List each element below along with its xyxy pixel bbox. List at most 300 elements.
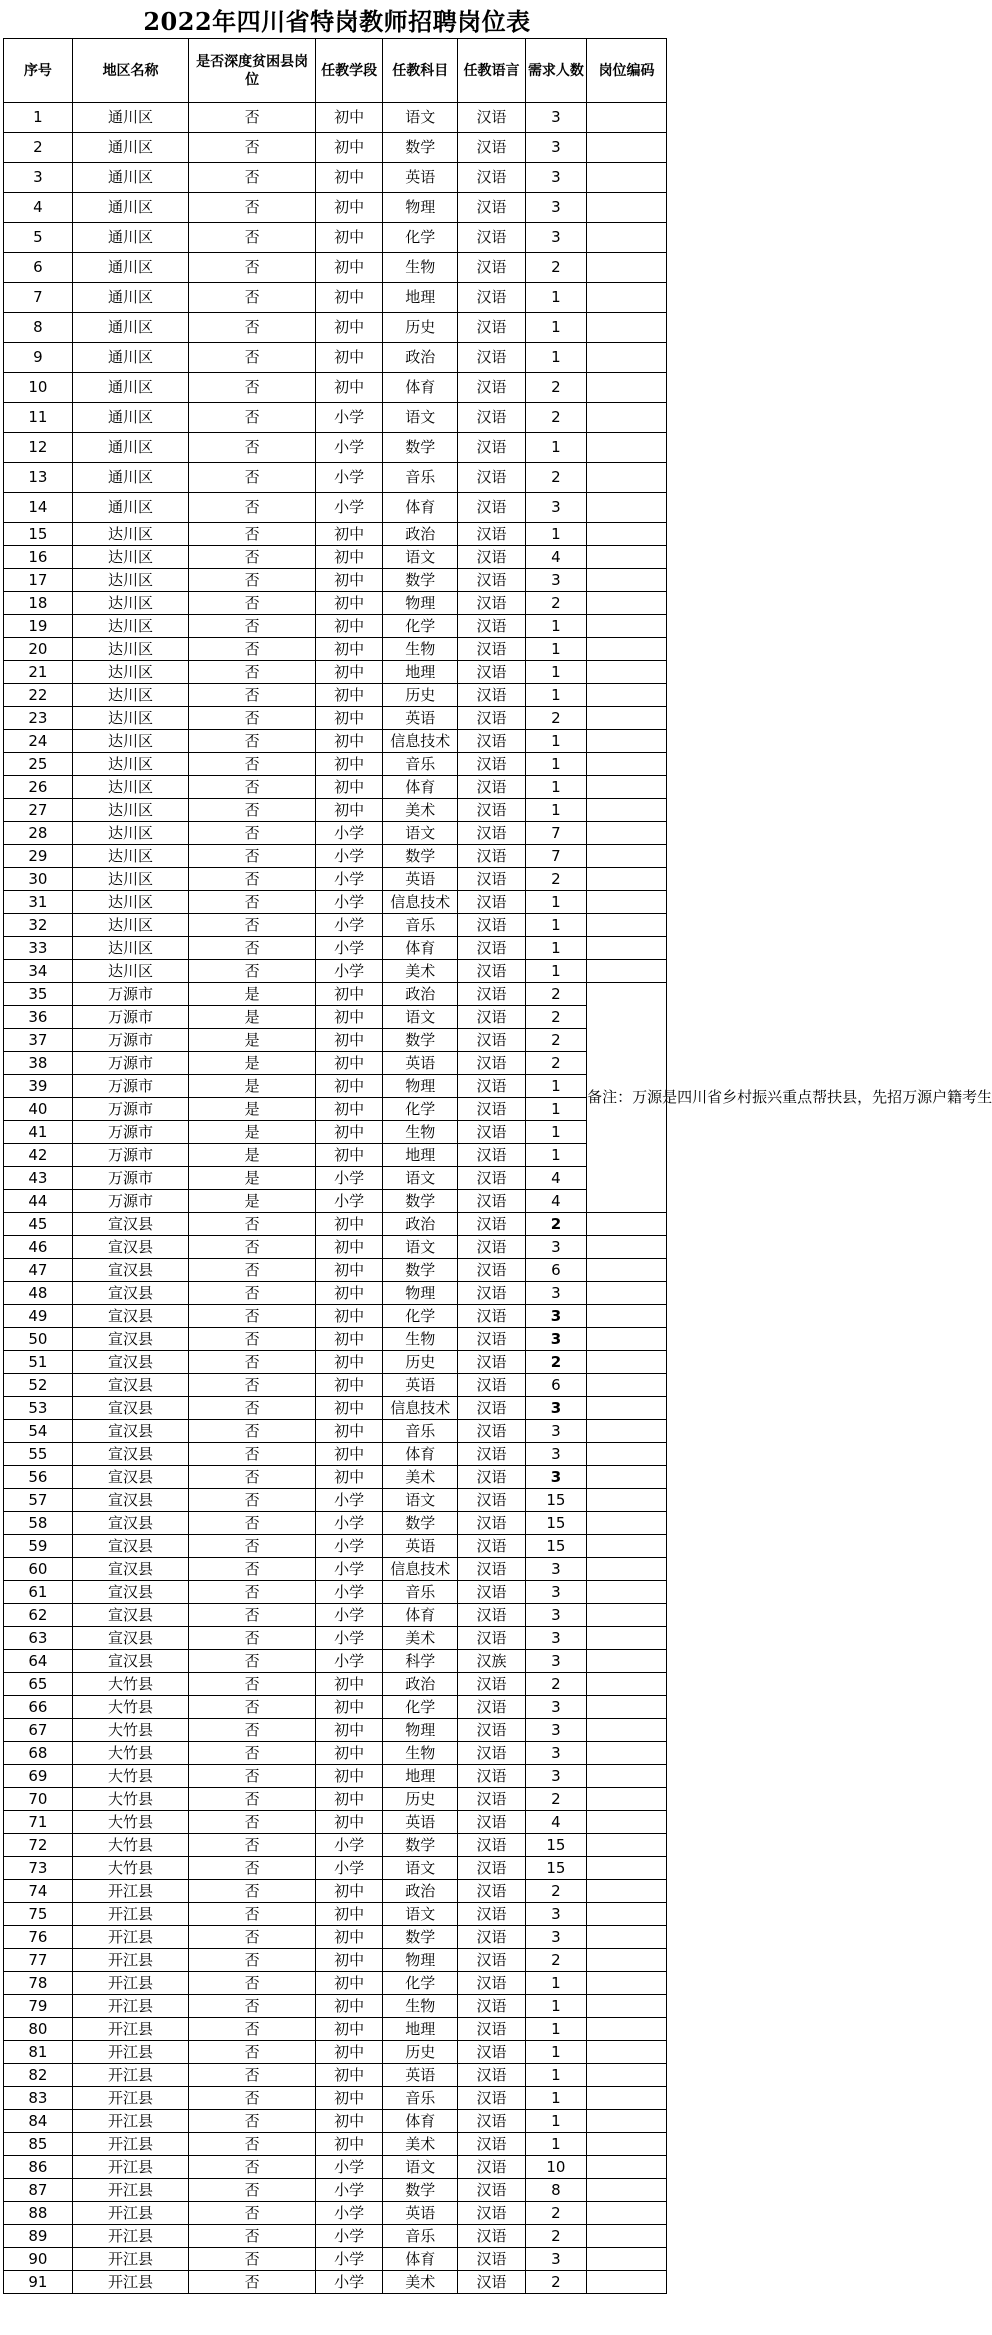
stage-cell: 初中	[315, 1880, 383, 1903]
poverty-cell: 否	[189, 1581, 315, 1604]
poverty-cell: 否	[189, 1765, 315, 1788]
count-cell: 1	[525, 2133, 586, 2156]
stage-cell: 初中	[315, 2041, 383, 2064]
code-cell	[587, 343, 667, 373]
language-cell: 汉语	[458, 822, 526, 845]
code-cell	[587, 1489, 667, 1512]
code-cell	[587, 1811, 667, 1834]
stage-cell: 初中	[315, 223, 383, 253]
poverty-cell: 否	[189, 845, 315, 868]
count-cell: 1	[525, 730, 586, 753]
region-cell: 宣汉县	[72, 1305, 189, 1328]
table-row	[4, 133, 667, 163]
serial-cell: 81	[4, 2041, 73, 2064]
stage-cell: 初中	[315, 283, 383, 313]
region-cell: 大竹县	[72, 1834, 189, 1857]
table-row	[4, 2064, 667, 2087]
subject-cell: 化学	[383, 223, 458, 253]
serial-cell: 31	[4, 891, 73, 914]
serial-cell: 15	[4, 523, 73, 546]
stage-cell: 小学	[315, 868, 383, 891]
stage-cell: 初中	[315, 1351, 383, 1374]
code-cell	[587, 463, 667, 493]
serial-cell: 1	[4, 103, 73, 133]
language-cell: 汉语	[458, 1696, 526, 1719]
subject-cell: 物理	[383, 592, 458, 615]
stage-cell: 初中	[315, 343, 383, 373]
region-cell: 宣汉县	[72, 1443, 189, 1466]
region-cell: 宣汉县	[72, 1558, 189, 1581]
language-cell: 汉语	[458, 1558, 526, 1581]
serial-cell: 72	[4, 1834, 73, 1857]
table-row	[4, 1006, 667, 1029]
subject-cell: 体育	[383, 373, 458, 403]
language-cell: 汉语	[458, 707, 526, 730]
stage-cell: 小学	[315, 2271, 383, 2294]
stage-cell: 初中	[315, 546, 383, 569]
subject-cell: 物理	[383, 1719, 458, 1742]
code-cell	[587, 1374, 667, 1397]
region-cell: 开江县	[72, 2156, 189, 2179]
count-cell: 2	[525, 1880, 586, 1903]
subject-cell: 数学	[383, 2179, 458, 2202]
subject-cell: 地理	[383, 1144, 458, 1167]
poverty-cell: 否	[189, 822, 315, 845]
region-cell: 开江县	[72, 2271, 189, 2294]
serial-cell: 77	[4, 1949, 73, 1972]
language-cell: 汉语	[458, 1926, 526, 1949]
header-serial: 序号	[4, 39, 73, 103]
poverty-cell: 否	[189, 592, 315, 615]
region-cell: 开江县	[72, 1972, 189, 1995]
code-cell	[587, 546, 667, 569]
code-cell	[587, 2225, 667, 2248]
code-cell	[587, 133, 667, 163]
stage-cell: 初中	[315, 1949, 383, 1972]
poverty-cell: 否	[189, 1604, 315, 1627]
region-cell: 宣汉县	[72, 1397, 189, 1420]
table-row	[4, 1213, 667, 1236]
language-cell: 汉语	[458, 684, 526, 707]
poverty-cell: 否	[189, 1397, 315, 1420]
poverty-cell: 否	[189, 776, 315, 799]
poverty-cell: 否	[189, 2041, 315, 2064]
stage-cell: 初中	[315, 661, 383, 684]
stage-cell: 初中	[315, 1443, 383, 1466]
stage-cell: 初中	[315, 615, 383, 638]
poverty-cell: 否	[189, 546, 315, 569]
code-cell	[587, 1466, 667, 1489]
code-cell	[587, 730, 667, 753]
language-cell: 汉语	[458, 1374, 526, 1397]
subject-cell: 音乐	[383, 463, 458, 493]
stage-cell: 初中	[315, 1673, 383, 1696]
stage-cell: 小学	[315, 1627, 383, 1650]
serial-cell: 88	[4, 2202, 73, 2225]
stage-cell: 小学	[315, 493, 383, 523]
serial-cell: 58	[4, 1512, 73, 1535]
stage-cell: 初中	[315, 253, 383, 283]
code-cell	[587, 2133, 667, 2156]
stage-cell: 小学	[315, 1512, 383, 1535]
subject-cell: 历史	[383, 313, 458, 343]
subject-cell: 美术	[383, 1466, 458, 1489]
subject-cell: 数学	[383, 1834, 458, 1857]
poverty-cell: 否	[189, 373, 315, 403]
code-cell	[587, 403, 667, 433]
region-cell: 达川区	[72, 845, 189, 868]
count-cell: 1	[525, 2064, 586, 2087]
subject-cell: 信息技术	[383, 891, 458, 914]
code-cell	[587, 1926, 667, 1949]
poverty-cell: 是	[189, 983, 315, 1006]
table-row	[4, 1029, 667, 1052]
serial-cell: 57	[4, 1489, 73, 1512]
serial-cell: 85	[4, 2133, 73, 2156]
header-poverty: 是否深度贫困县岗位	[189, 39, 315, 103]
table-row	[4, 1190, 667, 1213]
table-row	[4, 983, 667, 1006]
count-cell: 8	[525, 2179, 586, 2202]
subject-cell: 数学	[383, 1029, 458, 1052]
table-row	[4, 592, 667, 615]
region-cell: 开江县	[72, 2248, 189, 2271]
region-cell: 宣汉县	[72, 1420, 189, 1443]
table-row	[4, 283, 667, 313]
poverty-cell: 否	[189, 1236, 315, 1259]
page-title: 2022年四川省特岗教师招聘岗位表	[143, 6, 531, 36]
subject-cell: 数学	[383, 569, 458, 592]
subject-cell: 英语	[383, 1374, 458, 1397]
serial-cell: 65	[4, 1673, 73, 1696]
table-row	[4, 546, 667, 569]
subject-cell: 生物	[383, 1328, 458, 1351]
code-cell	[587, 1328, 667, 1351]
stage-cell: 小学	[315, 891, 383, 914]
code-cell	[587, 1627, 667, 1650]
serial-cell: 52	[4, 1374, 73, 1397]
stage-cell: 小学	[315, 1167, 383, 1190]
code-cell	[587, 1949, 667, 1972]
table-row	[4, 1466, 667, 1489]
region-cell: 万源市	[72, 1075, 189, 1098]
language-cell: 汉语	[458, 2156, 526, 2179]
code-cell	[587, 684, 667, 707]
count-cell: 2	[525, 1351, 586, 1374]
count-cell: 2	[525, 1029, 586, 1052]
count-cell: 1	[525, 1144, 586, 1167]
serial-cell: 91	[4, 2271, 73, 2294]
subject-cell: 美术	[383, 2133, 458, 2156]
table-row	[4, 707, 667, 730]
region-cell: 通川区	[72, 373, 189, 403]
subject-cell: 物理	[383, 193, 458, 223]
poverty-cell: 否	[189, 661, 315, 684]
serial-cell: 20	[4, 638, 73, 661]
table-row	[4, 822, 667, 845]
count-cell: 3	[525, 1926, 586, 1949]
table-row	[4, 253, 667, 283]
serial-cell: 51	[4, 1351, 73, 1374]
code-cell	[587, 253, 667, 283]
language-cell: 汉语	[458, 1466, 526, 1489]
poverty-cell: 否	[189, 523, 315, 546]
code-cell	[587, 1604, 667, 1627]
table-row	[4, 343, 667, 373]
region-cell: 通川区	[72, 133, 189, 163]
language-cell: 汉语	[458, 546, 526, 569]
count-cell: 1	[525, 615, 586, 638]
stage-cell: 初中	[315, 2110, 383, 2133]
region-cell: 万源市	[72, 1098, 189, 1121]
count-cell: 2	[525, 868, 586, 891]
poverty-cell: 否	[189, 891, 315, 914]
subject-cell: 生物	[383, 253, 458, 283]
language-cell: 汉语	[458, 493, 526, 523]
stage-cell: 初中	[315, 523, 383, 546]
serial-cell: 60	[4, 1558, 73, 1581]
stage-cell: 初中	[315, 1374, 383, 1397]
code-cell	[587, 638, 667, 661]
serial-cell: 59	[4, 1535, 73, 1558]
region-cell: 万源市	[72, 1190, 189, 1213]
language-cell: 汉语	[458, 845, 526, 868]
language-cell: 汉语	[458, 1535, 526, 1558]
poverty-cell: 否	[189, 103, 315, 133]
poverty-cell: 是	[189, 1006, 315, 1029]
count-cell: 2	[525, 592, 586, 615]
count-cell: 1	[525, 891, 586, 914]
region-cell: 开江县	[72, 1903, 189, 1926]
poverty-cell: 否	[189, 1742, 315, 1765]
header-subject: 任教科目	[383, 39, 458, 103]
table-row	[4, 1236, 667, 1259]
subject-cell: 物理	[383, 1282, 458, 1305]
subject-cell: 语文	[383, 1167, 458, 1190]
count-cell: 7	[525, 822, 586, 845]
table-row	[4, 2248, 667, 2271]
language-cell: 汉语	[458, 661, 526, 684]
count-cell: 3	[525, 223, 586, 253]
serial-cell: 80	[4, 2018, 73, 2041]
poverty-cell: 否	[189, 2064, 315, 2087]
table-row	[4, 1121, 667, 1144]
poverty-cell: 否	[189, 1213, 315, 1236]
region-cell: 万源市	[72, 1006, 189, 1029]
table-row	[4, 2018, 667, 2041]
region-cell: 通川区	[72, 403, 189, 433]
serial-cell: 4	[4, 193, 73, 223]
language-cell: 汉语	[458, 463, 526, 493]
language-cell: 汉语	[458, 1972, 526, 1995]
poverty-cell: 否	[189, 1535, 315, 1558]
stage-cell: 小学	[315, 937, 383, 960]
serial-cell: 70	[4, 1788, 73, 1811]
count-cell: 1	[525, 1075, 586, 1098]
poverty-cell: 否	[189, 1696, 315, 1719]
table-row	[4, 1512, 667, 1535]
region-cell: 开江县	[72, 2087, 189, 2110]
serial-cell: 50	[4, 1328, 73, 1351]
subject-cell: 历史	[383, 1351, 458, 1374]
table-row	[4, 1558, 667, 1581]
stage-cell: 初中	[315, 163, 383, 193]
count-cell: 2	[525, 2225, 586, 2248]
serial-cell: 78	[4, 1972, 73, 1995]
region-cell: 宣汉县	[72, 1374, 189, 1397]
serial-cell: 30	[4, 868, 73, 891]
code-cell	[587, 1259, 667, 1282]
region-cell: 达川区	[72, 615, 189, 638]
count-cell: 3	[525, 1903, 586, 1926]
code-cell	[587, 822, 667, 845]
language-cell: 汉语	[458, 103, 526, 133]
language-cell: 汉语	[458, 2133, 526, 2156]
count-cell: 2	[525, 403, 586, 433]
count-cell: 3	[525, 569, 586, 592]
poverty-cell: 否	[189, 1880, 315, 1903]
subject-cell: 音乐	[383, 2087, 458, 2110]
table-row	[4, 661, 667, 684]
table-row	[4, 868, 667, 891]
code-cell	[587, 223, 667, 253]
subject-cell: 化学	[383, 1972, 458, 1995]
poverty-cell: 否	[189, 2179, 315, 2202]
header-stage: 任教学段	[315, 39, 383, 103]
poverty-cell: 否	[189, 1857, 315, 1880]
table-row	[4, 1259, 667, 1282]
poverty-cell: 否	[189, 1443, 315, 1466]
region-cell: 达川区	[72, 523, 189, 546]
stage-cell: 初中	[315, 1811, 383, 1834]
serial-cell: 45	[4, 1213, 73, 1236]
poverty-cell: 否	[189, 2202, 315, 2225]
code-cell	[587, 163, 667, 193]
poverty-cell: 否	[189, 313, 315, 343]
language-cell: 汉语	[458, 1167, 526, 1190]
poverty-cell: 否	[189, 1351, 315, 1374]
subject-cell: 英语	[383, 2202, 458, 2225]
region-cell: 大竹县	[72, 1673, 189, 1696]
language-cell: 汉语	[458, 1673, 526, 1696]
poverty-cell: 否	[189, 1995, 315, 2018]
stage-cell: 小学	[315, 463, 383, 493]
subject-cell: 化学	[383, 1696, 458, 1719]
region-cell: 万源市	[72, 1121, 189, 1144]
region-cell: 通川区	[72, 193, 189, 223]
language-cell: 汉语	[458, 937, 526, 960]
region-cell: 达川区	[72, 661, 189, 684]
count-cell: 1	[525, 523, 586, 546]
subject-cell: 体育	[383, 493, 458, 523]
code-cell	[587, 2156, 667, 2179]
language-cell: 汉语	[458, 133, 526, 163]
stage-cell: 小学	[315, 1581, 383, 1604]
poverty-cell: 否	[189, 868, 315, 891]
subject-cell: 语文	[383, 1857, 458, 1880]
serial-cell: 16	[4, 546, 73, 569]
stage-cell: 初中	[315, 2087, 383, 2110]
region-cell: 通川区	[72, 463, 189, 493]
stage-cell: 初中	[315, 753, 383, 776]
poverty-cell: 否	[189, 1972, 315, 1995]
serial-cell: 2	[4, 133, 73, 163]
language-cell: 汉语	[458, 313, 526, 343]
poverty-cell: 是	[189, 1029, 315, 1052]
table-row	[4, 1857, 667, 1880]
count-cell: 1	[525, 343, 586, 373]
count-cell: 2	[525, 373, 586, 403]
region-cell: 达川区	[72, 937, 189, 960]
table-row	[4, 2225, 667, 2248]
region-cell: 宣汉县	[72, 1351, 189, 1374]
count-cell: 2	[525, 1788, 586, 1811]
count-cell: 2	[525, 707, 586, 730]
subject-cell: 生物	[383, 638, 458, 661]
region-cell: 开江县	[72, 2133, 189, 2156]
poverty-cell: 否	[189, 343, 315, 373]
count-cell: 3	[525, 1650, 586, 1673]
poverty-cell: 是	[189, 1144, 315, 1167]
language-cell: 汉语	[458, 403, 526, 433]
serial-cell: 79	[4, 1995, 73, 2018]
language-cell: 汉语	[458, 1742, 526, 1765]
count-cell: 3	[525, 1627, 586, 1650]
stage-cell: 初中	[315, 1213, 383, 1236]
count-cell: 3	[525, 1466, 586, 1489]
code-cell	[587, 914, 667, 937]
stage-cell: 初中	[315, 1052, 383, 1075]
subject-cell: 生物	[383, 1121, 458, 1144]
serial-cell: 87	[4, 2179, 73, 2202]
poverty-cell: 否	[189, 193, 315, 223]
stage-cell: 初中	[315, 1742, 383, 1765]
stage-cell: 初中	[315, 1765, 383, 1788]
language-cell: 汉语	[458, 1880, 526, 1903]
serial-cell: 36	[4, 1006, 73, 1029]
poverty-cell: 否	[189, 914, 315, 937]
poverty-cell: 否	[189, 937, 315, 960]
code-cell	[587, 753, 667, 776]
stage-cell: 初中	[315, 1466, 383, 1489]
serial-cell: 18	[4, 592, 73, 615]
stage-cell: 初中	[315, 133, 383, 163]
count-cell: 1	[525, 753, 586, 776]
language-cell: 汉语	[458, 1995, 526, 2018]
subject-cell: 政治	[383, 1880, 458, 1903]
table-row	[4, 1673, 667, 1696]
table-row	[4, 493, 667, 523]
poverty-cell: 是	[189, 1121, 315, 1144]
language-cell: 汉语	[458, 2248, 526, 2271]
table-row	[4, 1167, 667, 1190]
poverty-cell: 否	[189, 2018, 315, 2041]
subject-cell: 生物	[383, 1995, 458, 2018]
serial-cell: 24	[4, 730, 73, 753]
remark-note: 备注：万源是四川省乡村振兴重点帮扶县，先招万源户籍考生	[587, 983, 667, 1213]
region-cell: 达川区	[72, 707, 189, 730]
count-cell: 6	[525, 1259, 586, 1282]
stage-cell: 初中	[315, 1075, 383, 1098]
stage-cell: 初中	[315, 2018, 383, 2041]
table-row	[4, 1351, 667, 1374]
count-cell: 15	[525, 1512, 586, 1535]
count-cell: 15	[525, 1489, 586, 1512]
language-cell: 汉语	[458, 2087, 526, 2110]
language-cell: 汉语	[458, 1719, 526, 1742]
region-cell: 达川区	[72, 822, 189, 845]
serial-cell: 84	[4, 2110, 73, 2133]
